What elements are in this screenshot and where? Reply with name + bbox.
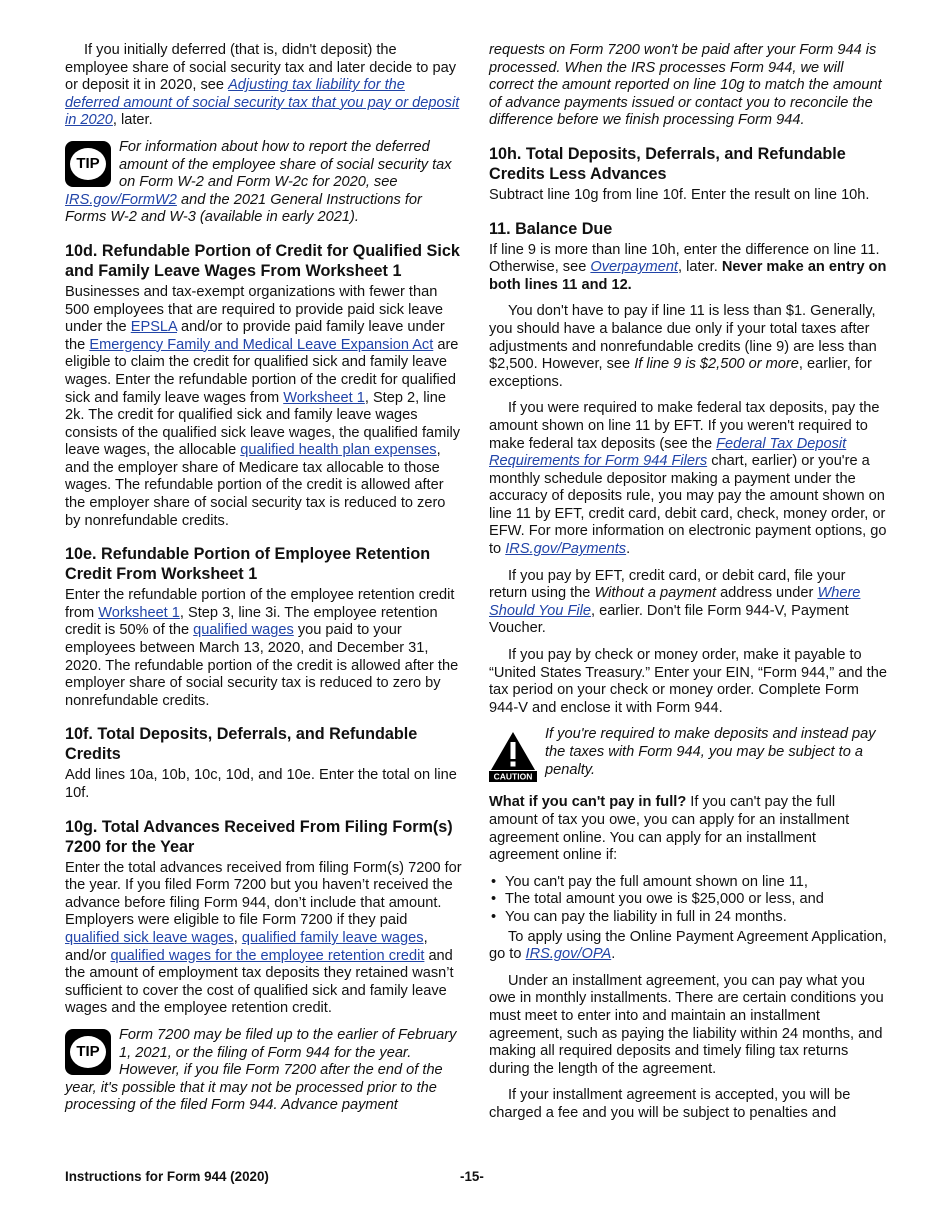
link-qualified-sick-leave-wages[interactable]: qualified sick leave wages bbox=[65, 929, 234, 946]
link-overpayment[interactable]: Overpayment bbox=[590, 259, 678, 276]
list-item: • You can't pay the full amount shown on line 11, bbox=[489, 874, 887, 892]
heading-10f: 10f. Total Deposits, Deferrals, and Refundable Credits bbox=[65, 725, 418, 764]
installment-conditions-list bbox=[489, 874, 887, 927]
paragraph-10e: Enter the refundable portion of the employee retention credit from Worksheet 1, Step 3, line 3i. The employee retention credit is 50% of the qualified wages you paid to your employees between March 13, 2020, and December 31, 2020. The refundable portion of the credit is allowed after the employer share of social security tax is reduced to zero by nonrefundable credits. bbox=[65, 587, 459, 709]
link-qualified-wages-retention-credit[interactable]: qualified wages for the employee retention credit bbox=[110, 947, 425, 964]
link-qualified-wages[interactable]: qualified wages bbox=[193, 622, 294, 639]
heading-10e: 10e. Refundable Portion of Employee Retention Credit From Worksheet 1 bbox=[65, 545, 431, 584]
heading-10g: 10g. Total Advances Received From Filing Form(s) 7200 for the Year bbox=[65, 817, 453, 856]
tip-text: Form 7200 may be filed up to the earlier of February 1, 2021, or the filing of Form 944 for the year. However, if you file Form 7200 after the end of the year, it's possible that it may not be processed prior to the processing of the filed Form 944. Advance payment bbox=[65, 1026, 457, 1114]
paragraph-federal-deposits: If you were required to make federal tax deposits, pay the amount shown on line 11 by EFT. If you weren't required to make federal tax deposits (see the Federal Tax Deposit Requirements for Form 944 Filers chart, earlier) or you're a monthly schedule depositor making a payment under the accuracy of deposits rule, you may pay the amount shown on line 11 by EFT, credit card, debit card, check, money order, or EFW. For more information on electronic payment options, go to IRS.gov/Payments. bbox=[489, 400, 887, 558]
link-epsla[interactable]: EPSLA bbox=[130, 319, 177, 336]
caution-text: If you're required to make deposits and instead pay the taxes with Form 944, you may be subject to a penalty. bbox=[545, 726, 876, 778]
paragraph-10f: Add lines 10a, 10b, 10c, 10d, and 10e. Enter the total on line 10f. bbox=[65, 767, 457, 801]
link-adjusting-tax-liability[interactable]: Adjusting tax liability for the deferred amount of social security tax that you pay or deposit in 2020 bbox=[65, 77, 460, 129]
tip-box-form7200 bbox=[65, 1027, 463, 1115]
left-column bbox=[65, 42, 463, 1125]
tip-box-w2 bbox=[65, 139, 463, 227]
link-qualified-health-plan-expenses[interactable]: qualified health plan expenses bbox=[240, 442, 437, 459]
paragraph-check-payment: If you pay by check or money order, make it payable to “United States Treasury.” Enter your EIN, “Form 944,” and the tax period on your check or money order. Complete Form 944-V and enclose it with Form 944. bbox=[489, 647, 887, 716]
link-irs-opa[interactable]: IRS.gov/OPA bbox=[525, 946, 612, 963]
paragraph-deferred-intro: If you initially deferred (that is, didn't deposit) the employee share of social security tax and later decide to pay or deposit it in 2020, see Adjusting tax liability for the deferred amount of social security tax that you pay or deposit in 2020, later. bbox=[65, 42, 460, 129]
paragraph-opa: To apply using the Online Payment Agreement Application, go to IRS.gov/OPA. bbox=[489, 928, 887, 963]
caution-box bbox=[489, 726, 887, 782]
paragraph-10d: Businesses and tax-exempt organizations with fewer than 500 employees that are required to provide paid sick leave under the EPSLA and/or to provide paid family leave under the Emergency Family and Medical Leave Expansion Act are eligible to claim the credit for qualified sick and family leave wages. Enter the refundable portion of the credit for qualified sick and family leave wages from Worksheet 1, Step 2, line 2k. The credit for qualified sick and family leave wages consists of the qualified sick leave wages, the qualified family leave wages, the allocable qualified health plan expenses, and the employer share of Medicare tax allocable to those wages. The refundable portion of the credit is allowed after the employer share of social security tax is reduced to zero by nonrefundable credits. bbox=[65, 283, 461, 529]
heading-10h: 10h. Total Deposits, Deferrals, and Refundable Credits Less Advances bbox=[489, 144, 846, 183]
paragraph-installment-fee: If your installment agreement is accepted, you will be charged a fee and you will be subject to penalties and bbox=[489, 1087, 851, 1121]
list-item: • You can pay the liability in full in 24 months. bbox=[489, 909, 887, 927]
tip-text: For information about how to report the deferred amount of the employee share of social security tax on Form W-2 and Form W-2c for 2020, see IRS.gov/FormW2 and the 2021 General Instructions for Forms W-2 and W-3 (available in early 2021). bbox=[65, 138, 452, 226]
link-federal-tax-deposit-requirements[interactable]: Federal Tax Deposit Requirements for Form 944 Filers bbox=[489, 435, 847, 470]
link-where-should-you-file[interactable]: Where Should You File bbox=[489, 585, 861, 619]
paragraph-10g: Enter the total advances received from filing Form(s) 7200 for the year. If you filed Form 7200 but you haven’t received the advance before filing Form 944, don’t include that amount. Employers were eligible to file Form 7200 if they paid qualified sick leave wages, qualified family leave wages, and/or qualified wages for the employee retention credit and the amount of employment tax deposits they retained wasn’t sufficient to cover the cost of qualified sick and family leave wages and the employee retention credit. bbox=[65, 859, 462, 1017]
link-emergency-family-medical-leave[interactable]: Emergency Family and Medical Leave Expansion Act bbox=[89, 336, 434, 353]
caution-label: CAUTION bbox=[493, 771, 533, 782]
page-number: -15- bbox=[460, 1169, 484, 1184]
heading-11: 11. Balance Due bbox=[489, 219, 613, 238]
paragraph-10h: Subtract line 10g from line 10f. Enter the result on line 10h. bbox=[489, 186, 870, 203]
tip-continuation: requests on Form 7200 won't be paid after your Form 944 is processed. When the IRS processes Form 944, we will correct the amount reported on line 10g to match the amount of advance payments issued or contact you to reconcile the difference before we finish processing Form 944. bbox=[489, 42, 882, 129]
tip-icon: TIP bbox=[65, 1029, 111, 1075]
caution-icon bbox=[489, 730, 537, 782]
list-item: • The total amount you owe is $25,000 or less, and bbox=[489, 891, 887, 909]
tip-icon: TIP bbox=[65, 141, 111, 187]
footer-title: Instructions for Form 944 (2020) bbox=[65, 1169, 269, 1184]
paragraph-balance-general: You don't have to pay if line 11 is less than $1. Generally, you should have a balance due only if your total taxes after adjustments and nonrefundable credits (line 9) are less than $2,500. However, see If line 9 is $2,500 or more, earlier, for exceptions. bbox=[489, 303, 877, 390]
paragraph-cant-pay: What if you can't pay in full? If you can't pay the full amount of tax you owe, you can apply for an installment agreement online. You can apply for an installment agreement online if: bbox=[489, 794, 850, 864]
link-irs-payments[interactable]: IRS.gov/Payments bbox=[505, 541, 627, 558]
heading-10d: 10d. Refundable Portion of Credit for Qualified Sick and Family Leave Wages From Worksheet 1 bbox=[65, 241, 460, 280]
link-worksheet-1[interactable]: Worksheet 1 bbox=[283, 389, 365, 406]
link-irs-formw2[interactable]: IRS.gov/FormW2 bbox=[65, 191, 177, 208]
paragraph-eft-payment: If you pay by EFT, credit card, or debit card, file your return using the Without a payment address under Where Should You File, earlier. Don't file Form 944-V, Payment Voucher. bbox=[489, 567, 861, 637]
link-qualified-family-leave-wages[interactable]: qualified family leave wages bbox=[241, 929, 424, 946]
right-column bbox=[489, 42, 887, 1132]
paragraph-11: If line 9 is more than line 10h, enter the difference on line 11. Otherwise, see Overpayment, later. Never make an entry on both lines 11 and 12. bbox=[489, 241, 887, 293]
link-worksheet-1[interactable]: Worksheet 1 bbox=[98, 604, 180, 621]
paragraph-installment-agreement: Under an installment agreement, you can pay what you owe in monthly installments. There are certain conditions you must meet to enter into and maintain an installment agreement, such as paying the liability within 24 months, and making all required deposits and timely filing tax returns during the length of the agreement. bbox=[489, 972, 884, 1077]
